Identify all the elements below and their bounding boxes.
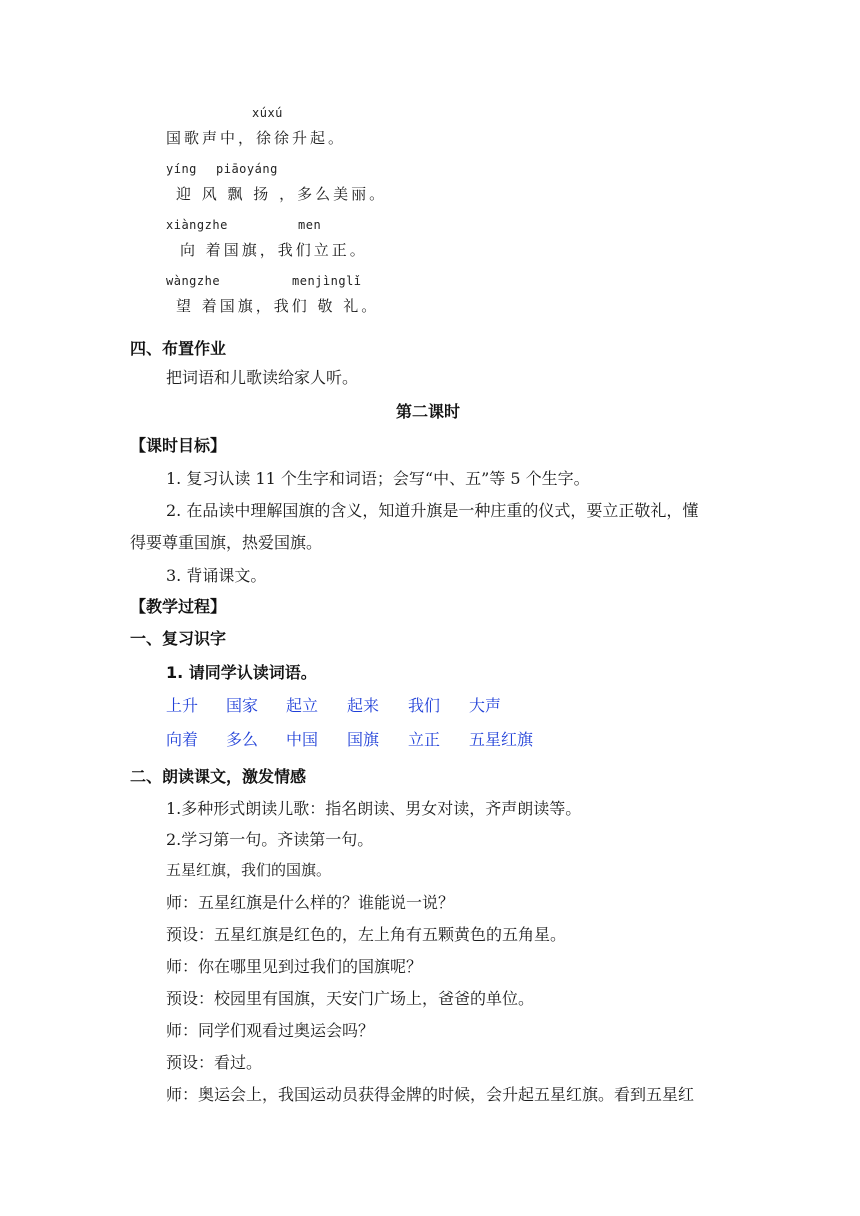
vocab-word: 多么 — [226, 730, 259, 749]
vocab-word: 国家 — [226, 696, 259, 715]
paragraph: 1.多种形式朗读儿歌：指名朗读、男女对读，齐声朗读等。 — [166, 799, 582, 818]
dialogue-line: 预设：校园里有国旗，天安门广场上，爸爸的单位。 — [166, 989, 535, 1008]
objectives-heading: 【课时目标】 — [130, 436, 227, 455]
poem-line: 迎 风 飘 扬 ，多么美丽。 — [176, 185, 388, 203]
poem-line: 向 着国旗，我们立正。 — [180, 241, 368, 259]
lesson-title: 第二课时 — [396, 402, 461, 421]
vocab-word: 起立 — [286, 696, 319, 715]
vocab-word: 上升 — [166, 696, 199, 715]
vocab-word: 我们 — [408, 696, 441, 715]
objective-item: 得要尊重国旗，热爱国旗。 — [130, 533, 323, 552]
pinyin-annotation: xúxú — [252, 106, 283, 120]
vocab-word: 中国 — [286, 730, 319, 749]
subheading: 1. 请同学认读词语。 — [166, 663, 317, 682]
poem-quote: 五星红旗，我们的国旗。 — [166, 861, 332, 879]
section-heading: 一、复习识字 — [130, 629, 227, 648]
vocab-word: 国旗 — [347, 730, 380, 749]
dialogue-line: 师：你在哪里见到过我们的国旗呢？ — [166, 957, 423, 976]
pinyin-annotation: yíng — [166, 162, 197, 176]
vocab-word: 大声 — [469, 696, 502, 715]
vocab-word: 五星红旗 — [469, 730, 534, 749]
dialogue-line: 师：五星红旗是什么样的？谁能说一说？ — [166, 893, 455, 912]
dialogue-line: 预设：看过。 — [166, 1053, 263, 1072]
dialogue-line: 预设：五星红旗是红色的，左上角有五颗黄色的五角星。 — [166, 925, 567, 944]
objective-item: 2. 在品读中理解国旗的含义，知道升旗是一种庄重的仪式，要立正敬礼，懂 — [166, 501, 699, 520]
dialogue-line: 师：奥运会上，我国运动员获得金牌的时候，会升起五星红旗。看到五星红 — [166, 1085, 695, 1104]
paragraph: 把词语和儿歌读给家人听。 — [166, 368, 359, 387]
section-heading: 四、布置作业 — [130, 339, 227, 358]
vocab-word: 起来 — [347, 696, 380, 715]
dialogue-line: 师：同学们观看过奥运会吗？ — [166, 1021, 375, 1040]
process-heading: 【教学过程】 — [130, 597, 227, 616]
pinyin-annotation: xiàngzhe — [166, 218, 228, 232]
section-heading: 二、朗读课文，激发情感 — [130, 767, 307, 786]
objective-item: 3. 背诵课文。 — [166, 566, 267, 585]
pinyin-annotation: menjìnglǐ — [292, 274, 362, 288]
paragraph: 2.学习第一句。齐读第一句。 — [166, 830, 374, 849]
poem-line: 国歌声中，徐徐升起。 — [166, 129, 347, 147]
pinyin-annotation: wàngzhe — [166, 274, 221, 288]
poem-line: 望 着国旗，我们 敬 礼。 — [176, 297, 380, 315]
pinyin-annotation: piāoyáng — [216, 162, 278, 176]
vocab-word: 立正 — [408, 730, 441, 749]
vocab-word: 向着 — [166, 730, 199, 749]
pinyin-annotation: men — [298, 218, 322, 232]
objective-item: 1. 复习认读 11 个生字和词语；会写“中、五”等 5 个生字。 — [166, 469, 590, 488]
